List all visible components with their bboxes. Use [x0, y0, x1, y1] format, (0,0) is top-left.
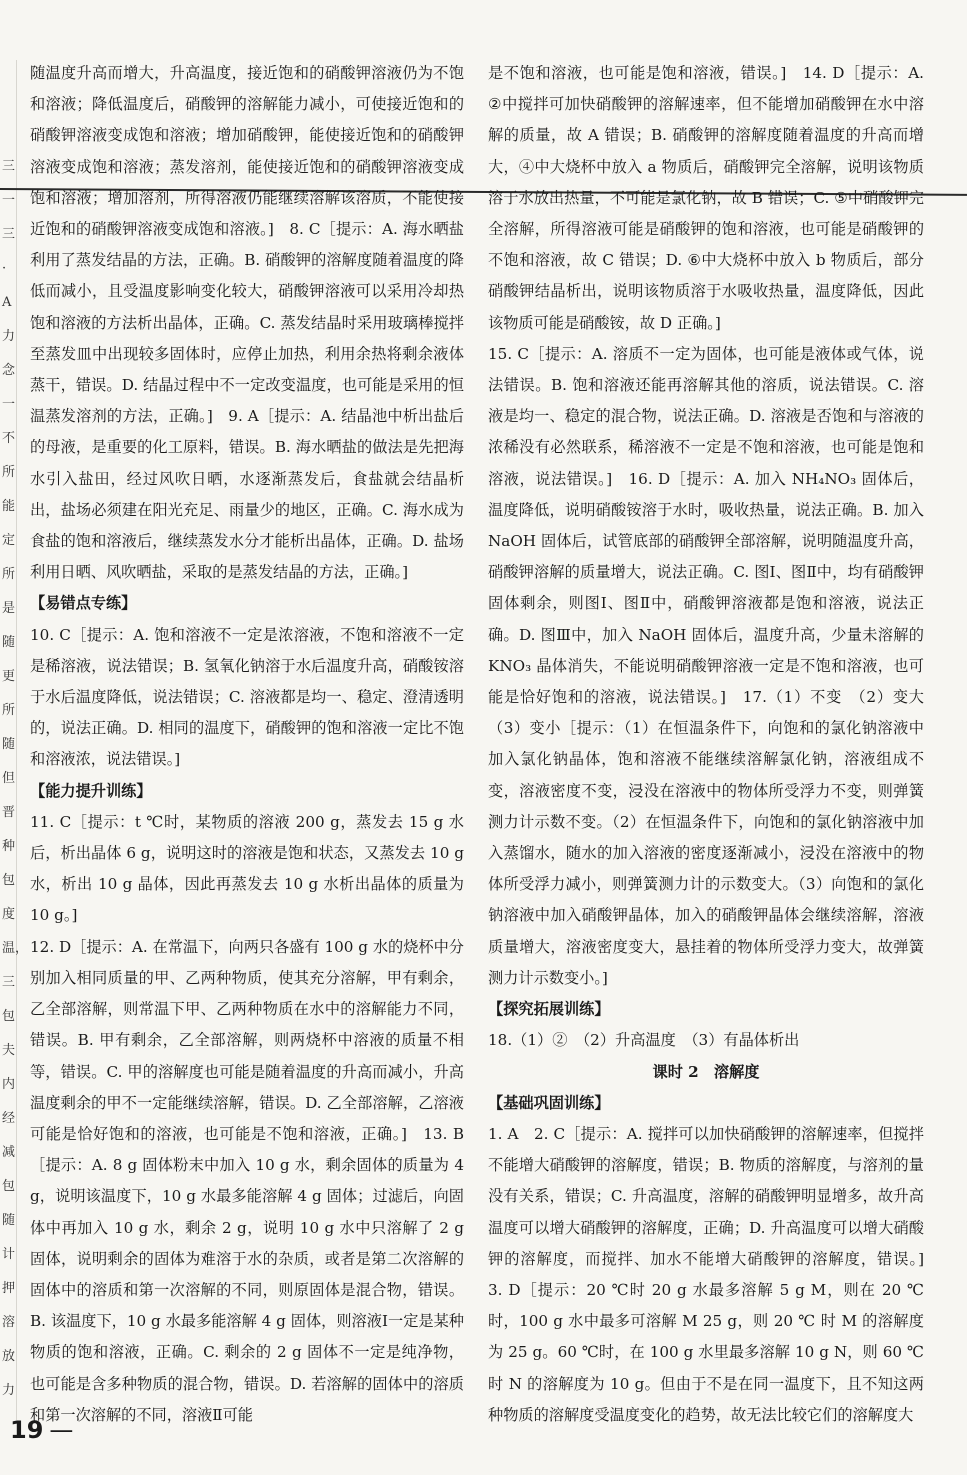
right-column — [488, 58, 940, 1431]
answer-paragraph: 随温度升高而增大，升高温度，接近饱和的硝酸钾溶液仍为不饱和溶液；降低温度后，硝酸钾的溶解能力减小，可使接近饱和的硝酸钾溶液变成饱和溶液；增加硝酸钾，能使接近饱和的硝酸钾溶液变成饱和溶液；蒸发溶剂，能使接近饱和的硝酸钾溶液变成饱和溶液；增加溶剂，所得溶液仍能继续溶解该溶质，不能使接近饱和的硝酸钾溶液变成饱和溶液。] 8. C［提示：A. 海水晒盐利用了蒸发结晶的方法，正确。B. 硝酸钾的溶解度随着温度的降低而减小，且受温度影响变化较大，硝酸钾溶液可以采用冷却热饱和溶液的方法析出晶体，正确。C. 蒸发结晶时采用玻璃棒搅拌至蒸发皿中出现较多固体时，应停止加热，利用余热将剩余液体蒸干，错误。D. 结晶过程中不一定改变温度，也可能是采用的恒温蒸发溶剂的方法，正确。] 9. A［提示：A. 结晶池中析出盐后的母液，是重要的化工原料，错误。B. 海水晒盐的做法是先把海水引入盐田，经过风吹日晒，水逐渐蒸发后，食盐就会结晶析出，盐场必须建在阳光充足、雨量少的地区，正确。C. 海水成为食盐的饱和溶液后，继续蒸发水分才能析出晶体，正确。D. 盐场利用日晒、风吹晒盐，采取的是蒸发结晶的方法，正确。] — [30, 64, 464, 582]
section-heading: 【探究拓展训练】 — [488, 1000, 610, 1019]
answer-paragraph: 12. D［提示：A. 在常温下，向两只各盛有 100 g 水的烧杯中分别加入相同质量的甲、乙两种物质，使其充分溶解，甲有剩余，乙全部溶解，则常温下甲、乙两种物质在水中的溶解能力不同，错误。B. 甲有剩余，乙全部溶解，则两烧杯中溶液的质量不相等，错误。C. 甲的溶解度也可能是随着温度的升高而减小，升高温度剩余的甲不一定能继续溶解，错误。D. 乙全部溶解，乙溶液可能是恰好饱和的溶液，也可能是不饱和溶液，正确。] 13. B［提示：A. 8 g 固体粉末中加入 10 g 水，剩余固体的质量为 4 g，说明该温度下，10 g 水最多能溶解 4 g 固体；过滤后，向固体中再加入 10 g 水，剩余 2 g，说明 10 g 水中只溶解了 2 g 固体，说明剩余的固体为难溶于水的杂质，或者是第二次溶解的固体中的溶质和第一次溶解的不同，则原固体是混合物，错误。B. 该温度下，10 g 水最多能溶解 4 g 固体，则溶液Ⅰ一定是某种物质的饱和溶液，正确。C. 剩余的 2 g 固体不一定是纯净物，也可能是含多种物质的混合物，错误。D. 若溶解的固体中的溶质和第一次溶解的不同，溶液Ⅱ可能 — [30, 937, 464, 1424]
section-heading: 【易错点专练】 — [30, 594, 137, 613]
answer-paragraph: 15. C［提示：A. 溶质不一定为固体，也可能是液体或气体，说法错误。B. 饱和溶液还能再溶解其他的溶质，说法错误。C. 溶液是均一、稳定的混合物，说法正确。D. 溶液是否饱和与溶液的浓稀没有必然联系，稀溶液不一定是不饱和溶液，也可能是饱和溶液，说法错误。] 16. D［提示：A. 加入 NH₄NO₃ 固体后，温度降低，说明硝酸铵溶于水时，吸收热量，说法正确。B. 加入 NaOH 固体后，试管底部的硝酸钾全部溶解，说明随温度升高，硝酸钾溶解的质量增大，说法正确。C. 图Ⅰ、图Ⅱ中，均有硝酸钾固体剩余，则图Ⅰ、图Ⅱ中，硝酸钾溶液都是饱和溶液，说法正确。D. 图Ⅲ中，加入 NaOH 固体后，温度升高，少量未溶解的 KNO₃ 晶体消失，不能说明硝酸钾溶液一定是不饱和溶液，也可能是恰好饱和的溶液，说法错误。] 17.（1）不变 （2）变大 （3）变小［提示：（1）在恒温条件下，向饱和的氯化钠溶液中加入氯化钠晶体，饱和溶液不能继续溶解氯化钠，溶液组成不变，溶液密度不变，浸没在溶液中的物体所受浮力不变，则弹簧测力计示数不变。（2）在恒温条件下，向饱和的氯化钠溶液中加入蒸馏水，随水的加入溶液的密度逐渐减小，浸没在溶液中的物体所受浮力减小，则弹簧测力计的示数变大。（3）向饱和的氯化钠溶液中加入硝酸钾晶体，加入的硝酸钾晶体会继续溶解，溶液质量增大，溶液密度变大，悬挂着的物体所受浮力变大，故弹簧测力计示数变小。] — [488, 344, 940, 987]
section-heading: 【能力提升训练】 — [30, 781, 152, 800]
left-column — [30, 58, 464, 1431]
answer-paragraph: 18.（1）② （2）升高温度 （3）有晶体析出 — [488, 1031, 800, 1050]
edge-glyphs: 三一三·A力念一不所能定所是随更所随但晋种包度温，三包夫内经减包随计押溶放力 — [2, 159, 29, 1398]
section-heading: 【基础巩固训练】 — [488, 1093, 610, 1112]
answer-paragraph: 11. C［提示：t ℃时，某物质的溶液 200 g，蒸发去 15 g 水后，析出晶体 6 g，说明这时的溶液是饱和状态，又蒸发去 10 g 水，析出 10 g 晶体，因此再蒸发去 10 g 水析出晶体的质量为 10 g。] — [30, 812, 464, 925]
answer-paragraph: 10. C［提示：A. 饱和溶液不一定是浓溶液，不饱和溶液不一定是稀溶液，说法错误；B. 氢氧化钠溶于水后温度升高，硝酸铵溶于水后温度降低，说法错误；C. 溶液都是均一、稳定、澄清透明的，说法正确。D. 相同的温度下，硝酸钾的饱和溶液一定比不饱和溶液浓，说法错误。] — [30, 625, 464, 769]
footer-dash: — — [49, 1416, 74, 1444]
page-footer — [10, 1416, 73, 1444]
lesson-title: 课时 2 溶解度 — [652, 1062, 760, 1081]
binding-edge — [0, 60, 29, 1420]
answer-paragraph: 是不饱和溶液，也可能是饱和溶液，错误。] 14. D［提示：A. ②中搅拌可加快硝酸钾的溶解速率，但不能增加硝酸钾在水中溶解的质量，故 A 错误；B. 硝酸钾的溶解度随着温度的升高而增大，④中大烧杯中放入 a 物质后，硝酸钾完全溶解，说明该物质溶于水放出热量，不可能是氯化钠，故 B 错误；C. ⑤中硝酸钾完全溶解，所得溶液可能是硝酸钾的饱和溶液，也可能是硝酸钾的不饱和溶液，故 C 错误；D. ⑥中大烧杯中放入 b 物质后，部分硝酸钾结晶析出，说明该物质溶于水吸收热量，温度降低，因此该物质可能是硝酸铵，故 D 正确。] — [488, 64, 924, 332]
answer-paragraph: 1. A 2. C［提示：A. 搅拌可以加快硝酸钾的溶解速率，但搅拌不能增大硝酸钾的溶解度，错误；B. 物质的溶解度，与溶剂的量没有关系，错误；C. 升高温度，溶解的硝酸钾明显增多，故升高温度可以增大硝酸钾的溶解度，正确；D. 升高温度可以增大硝酸钾的溶解度，而搅拌、加水不能增大硝酸钾的溶解度，错误。] 3. D［提示：20 ℃时 20 g 水最多溶解 5 g M，则在 20 ℃时，100 g 水中最多可溶解 M 25 g，则 20 ℃ 时 M 的溶解度为 25 g。60 ℃时，在 100 g 水里最多溶解 10 g N，则 60 ℃时 N 的溶解度为 10 g。但由于不是在同一温度下，且不知这两种物质的溶解度受温度变化的趋势，故无法比较它们的溶解度大 — [488, 1124, 940, 1424]
page-number: 19 — [10, 1416, 44, 1444]
